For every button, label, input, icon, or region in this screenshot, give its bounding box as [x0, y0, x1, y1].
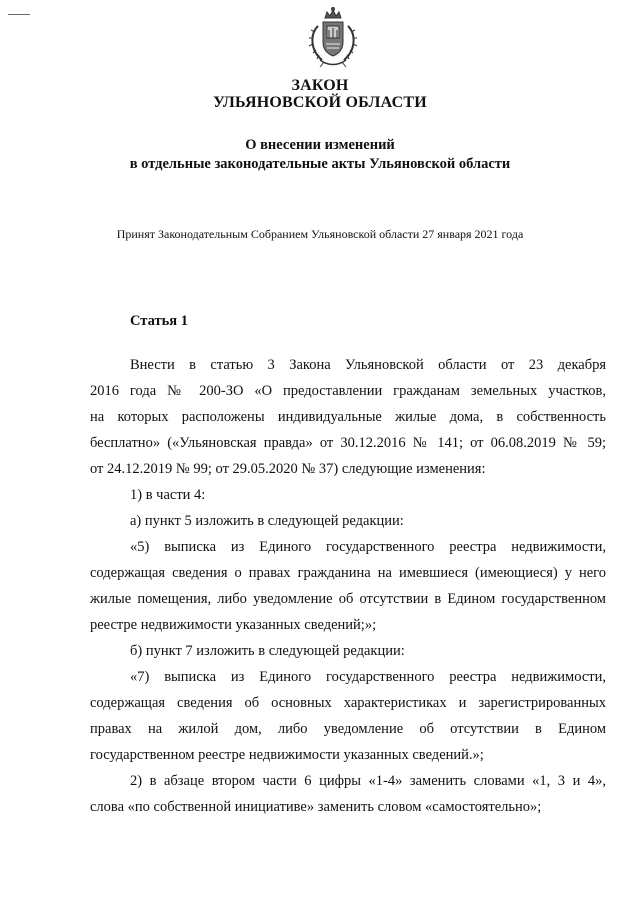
body-line: от 24.12.2019 № 99; от 29.05.2020 № 37) следующие изменения:	[90, 461, 486, 477]
body-line: государственном реестре недвижимости указанных сведений.»;	[90, 747, 484, 763]
body-line: содержащая сведения о правах гражданина на имевшиеся (имеющиеся) у него	[90, 565, 606, 581]
body-line: реестре недвижимости указанных сведений;»;	[90, 617, 377, 633]
article-heading: Статья 1	[130, 313, 188, 329]
body-line: правах на жилой дом, либо уведомление об отсутствии в Едином	[90, 721, 606, 737]
body-line: содержащая сведения об основных характеристиках и зарегистрированных	[90, 695, 606, 711]
scan-mark	[8, 14, 30, 15]
body-line: Внести в статью 3 Закона Ульяновской области от 23 декабря	[130, 357, 606, 373]
body-line: жилые помещения, либо уведомление об отсутствии в Едином государственном	[90, 591, 606, 607]
law-subject-line-1: О внесении изменений	[245, 137, 395, 153]
body-line: 2) в абзаце втором части 6 цифры «1-4» заменить словами «1, 3 и 4»,	[130, 773, 606, 789]
law-title-line-2: УЛЬЯНОВСКОЙ ОБЛАСТИ	[213, 94, 427, 111]
body-line: 2016 года № 200-ЗО «О предоставлении гражданам земельных участков,	[90, 383, 606, 399]
law-title-line-1: ЗАКОН	[291, 77, 349, 94]
body-line: б) пункт 7 изложить в следующей редакции:	[130, 643, 405, 659]
adoption-note: Принят Законодательным Собранием Ульяновской области 27 января 2021 года	[116, 227, 524, 241]
body-line: «7) выписка из Единого государственного реестра недвижимости,	[130, 669, 606, 685]
body-line: на которых расположены индивидуальные жилые дома, в собственность	[90, 409, 606, 425]
body-line: слова «по собственной инициативе» заменить словом «самостоятельно»;	[90, 799, 542, 815]
coat-of-arms-icon	[300, 4, 366, 70]
body-line: бесплатно» («Ульяновская правда» от 30.12.2016 № 141; от 06.08.2019 № 59;	[90, 435, 606, 451]
law-subject-line-2: в отдельные законодательные акты Ульяновской области	[129, 156, 511, 172]
body-line: 1) в части 4:	[130, 487, 206, 503]
body-line: «5) выписка из Единого государственного реестра недвижимости,	[130, 539, 606, 555]
body-line: а) пункт 5 изложить в следующей редакции:	[130, 513, 404, 529]
article-body	[90, 352, 606, 820]
